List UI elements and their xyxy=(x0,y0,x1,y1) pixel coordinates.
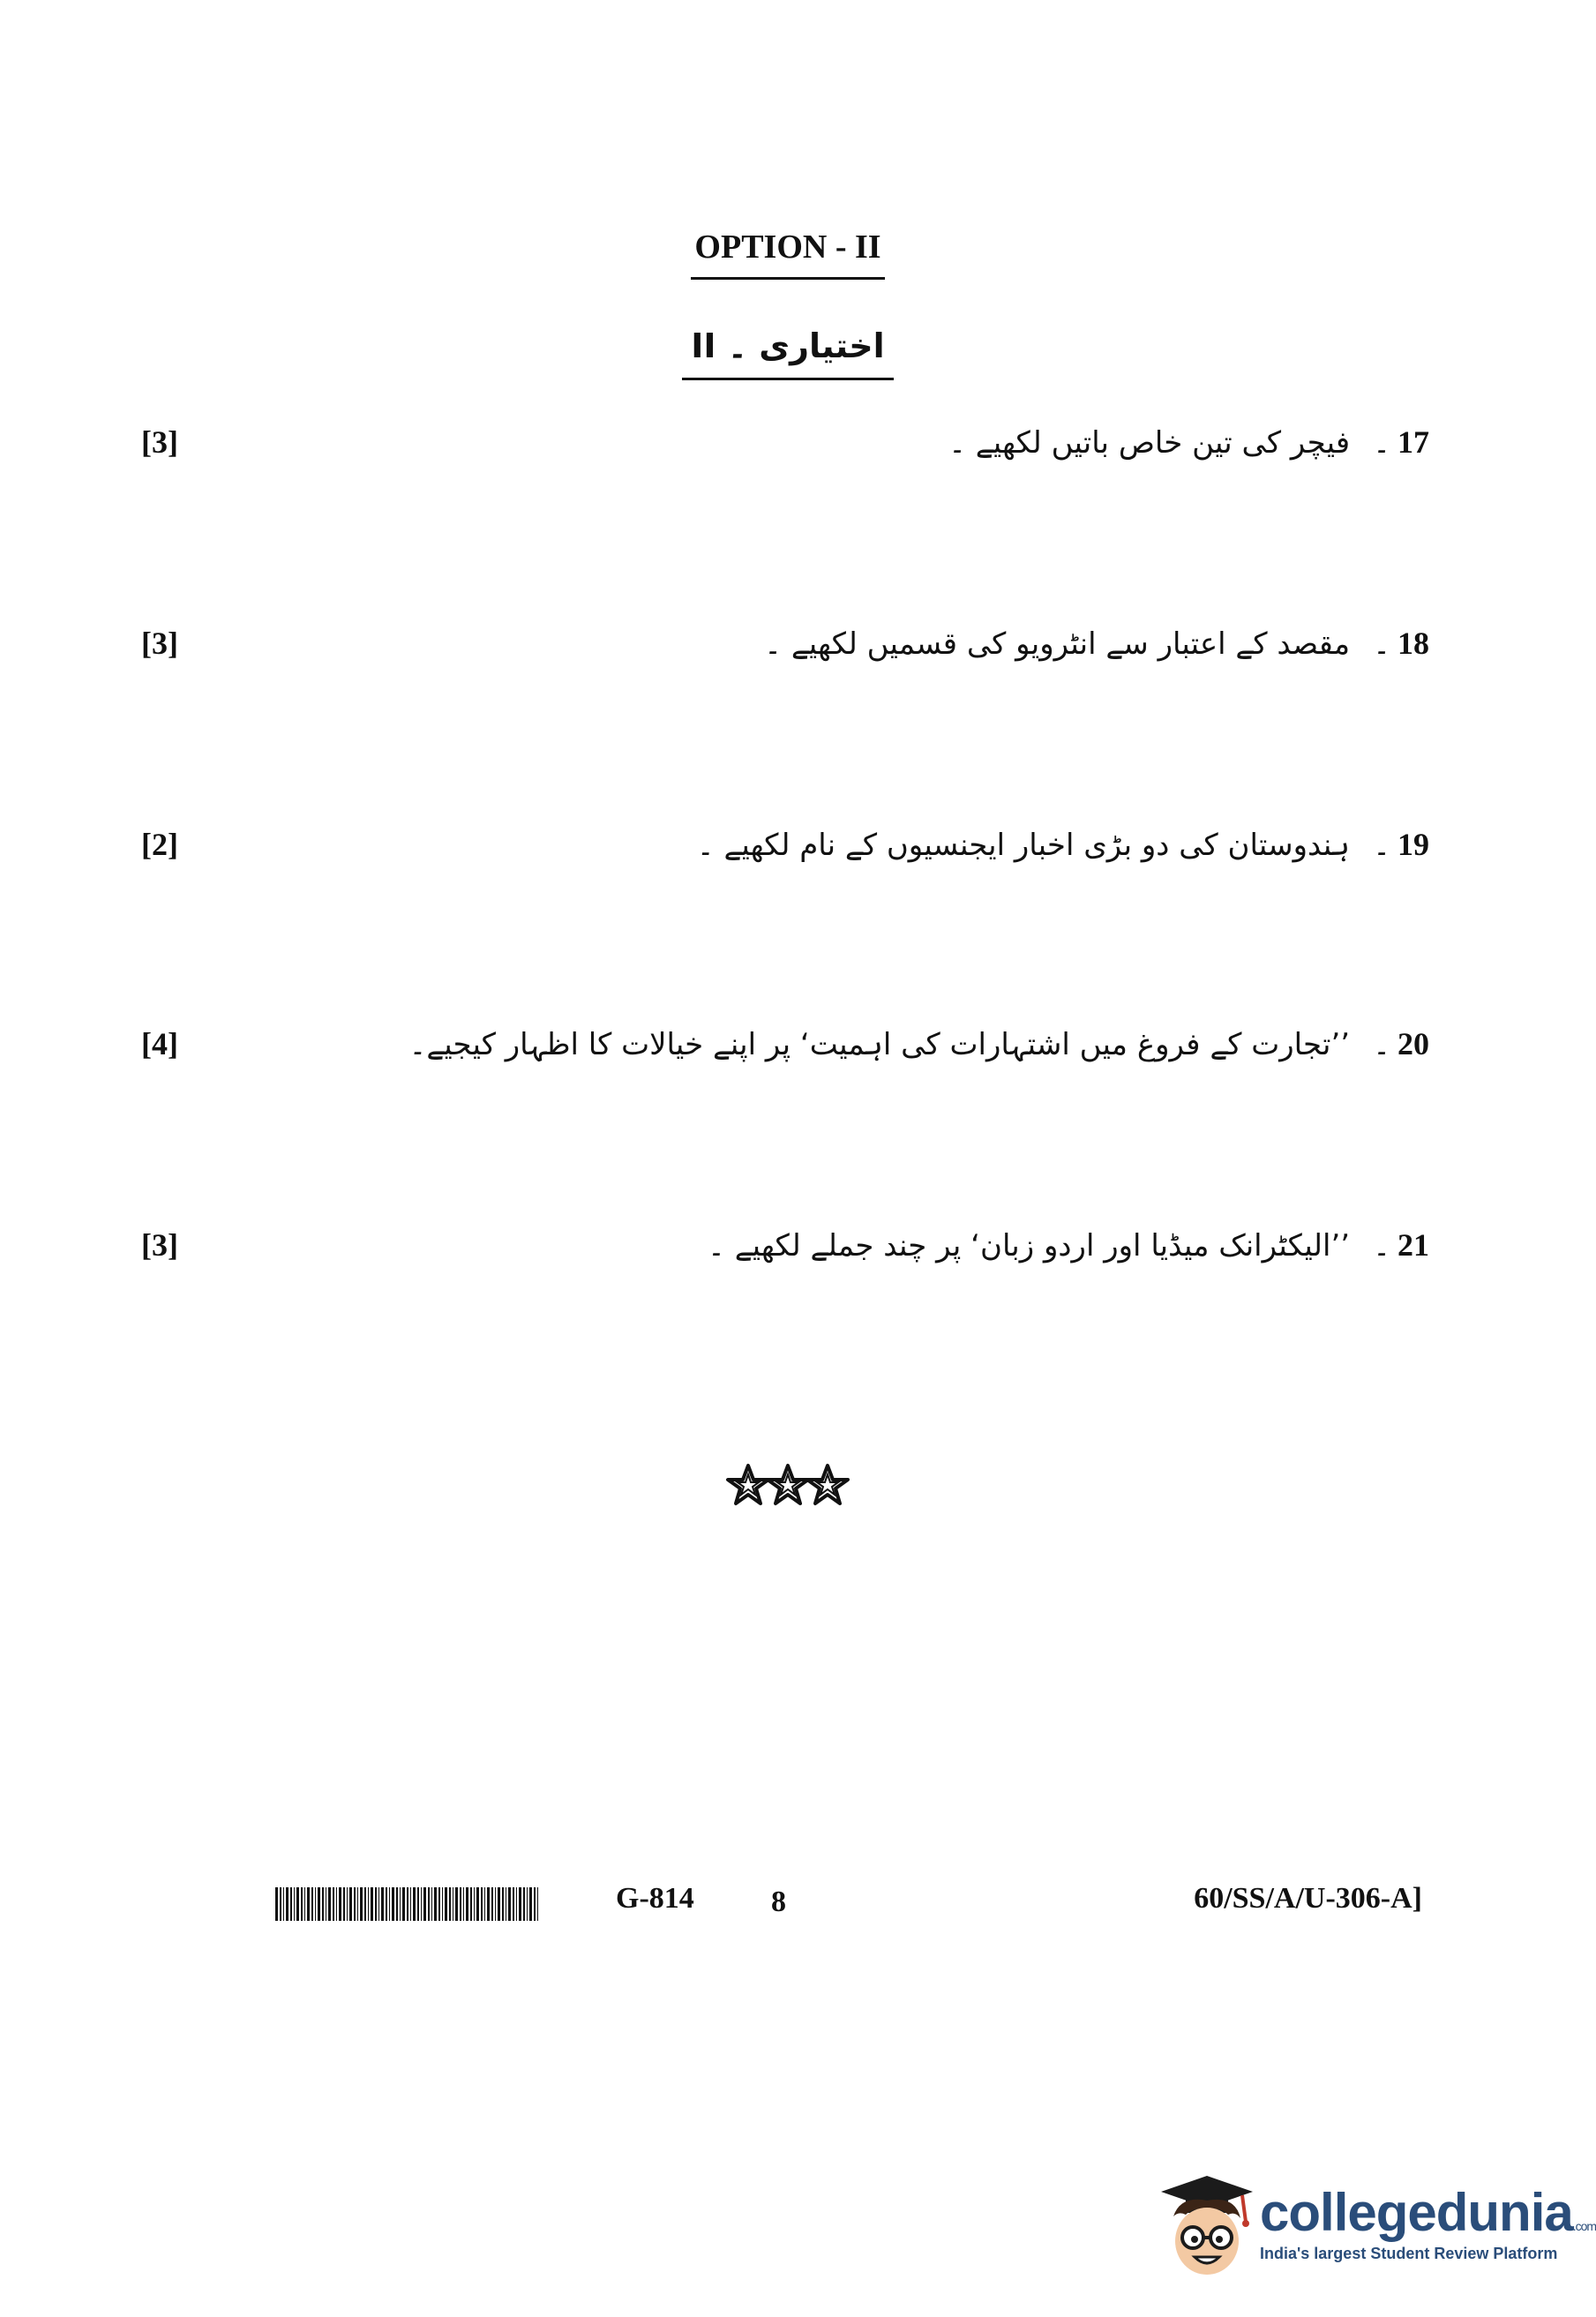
question-number: 19 xyxy=(1397,827,1429,862)
barcode-bar xyxy=(508,1887,511,1921)
barcode-bar xyxy=(410,1887,411,1921)
end-stars xyxy=(0,1460,1576,1517)
barcode-bar xyxy=(407,1887,408,1921)
question-number: 21 xyxy=(1397,1227,1429,1263)
barcode-bar xyxy=(339,1887,341,1921)
question-number: 20 xyxy=(1397,1026,1429,1061)
barcode-bar xyxy=(364,1887,366,1921)
barcode-bar xyxy=(460,1887,461,1921)
barcode-bar xyxy=(491,1887,493,1921)
question-text: فیچر کی تین خاص باتیں لکھیے ۔ xyxy=(948,425,1351,461)
barcode-bar xyxy=(527,1887,528,1921)
star-icon-group xyxy=(726,1460,850,1513)
question-19 xyxy=(141,826,1429,879)
barcode-bar xyxy=(484,1887,485,1921)
star-icon xyxy=(728,1466,768,1503)
question-text: ’’تجارت کے فروغ میں اشتہارات کی اہمیت‘ پر اپنے خیالات کا اظہار کیجیے۔ xyxy=(408,1027,1351,1062)
barcode-bar xyxy=(336,1887,337,1921)
question-21 xyxy=(141,1226,1429,1279)
star-icon xyxy=(768,1466,808,1503)
mascot-icon xyxy=(1154,2160,1260,2292)
barcode-bar xyxy=(333,1887,334,1921)
barcode-bar xyxy=(275,1887,278,1921)
question-text: مقصد کے اعتبار سے انٹرویو کی قسمیں لکھیے ۔ xyxy=(764,626,1351,662)
barcode-bar xyxy=(389,1887,390,1921)
barcode-bar xyxy=(476,1887,479,1921)
barcode-bar xyxy=(371,1887,373,1921)
question-17 xyxy=(141,424,1429,476)
barcode-bar xyxy=(495,1887,496,1921)
barcode-bar xyxy=(318,1887,320,1921)
barcode-bar xyxy=(378,1887,379,1921)
barcode-bar xyxy=(402,1887,405,1921)
paper-code: G-814 xyxy=(616,1882,694,1915)
barcode-bar xyxy=(392,1887,394,1921)
barcode-bar xyxy=(449,1887,451,1921)
barcode-icon xyxy=(275,1887,542,1921)
barcode-bar xyxy=(481,1887,483,1921)
watermark-text xyxy=(1260,2183,1596,2263)
barcode-bar xyxy=(347,1887,348,1921)
barcode-bar xyxy=(502,1887,504,1921)
question-number: 18 xyxy=(1397,626,1429,661)
barcode-bar xyxy=(519,1887,521,1921)
barcode-bar xyxy=(357,1887,358,1921)
barcode-bar xyxy=(417,1887,419,1921)
watermark-tagline: India's largest Student Review Platform xyxy=(1260,2245,1558,2262)
watermark-brand: collegedunia.com xyxy=(1260,2183,1596,2242)
question-dash: ۔ xyxy=(1373,425,1390,461)
barcode-bar xyxy=(396,1887,398,1921)
question-text: ’’الیکٹرانک میڈیا اور اردو زبان‘ پر چند جملے لکھیے ۔ xyxy=(708,1228,1351,1263)
barcode-bar xyxy=(354,1887,356,1921)
question-line xyxy=(697,826,1429,863)
barcode-bar xyxy=(307,1887,310,1921)
barcode-bar xyxy=(438,1887,440,1921)
barcode-bar xyxy=(534,1887,536,1921)
question-dash: ۔ xyxy=(1373,1228,1390,1263)
question-marks: [3] xyxy=(141,424,178,460)
barcode-bar xyxy=(513,1887,514,1921)
barcode-bar xyxy=(434,1887,437,1921)
barcode-bar xyxy=(463,1887,464,1921)
question-line xyxy=(764,625,1429,662)
question-dash: ۔ xyxy=(1373,1027,1390,1062)
watermark-domain-suffix: .com xyxy=(1572,2219,1596,2233)
barcode-bar xyxy=(474,1887,475,1921)
barcode-bar xyxy=(413,1887,416,1921)
barcode-bar xyxy=(431,1887,432,1921)
barcode-bar xyxy=(386,1887,387,1921)
barcode-bar xyxy=(280,1887,281,1921)
option-heading-urdu: اختیاری ۔ II xyxy=(0,326,1576,380)
question-marks: [4] xyxy=(141,1026,178,1061)
barcode-bar xyxy=(428,1887,430,1921)
barcode-bar xyxy=(290,1887,292,1921)
question-marks: [3] xyxy=(141,1227,178,1263)
star-icon xyxy=(807,1466,848,1503)
barcode-bar xyxy=(445,1887,447,1921)
question-20 xyxy=(141,1025,1429,1078)
barcode-bar xyxy=(322,1887,324,1921)
question-number: 17 xyxy=(1397,424,1429,460)
barcode-bar xyxy=(470,1887,472,1921)
barcode-bar xyxy=(523,1887,525,1921)
barcode-bar xyxy=(311,1887,313,1921)
barcode-bar xyxy=(360,1887,363,1921)
barcode-bar xyxy=(368,1887,369,1921)
barcode-bar xyxy=(466,1887,468,1921)
question-dash: ۔ xyxy=(1373,828,1390,863)
barcode-bar xyxy=(328,1887,331,1921)
barcode-bar xyxy=(400,1887,401,1921)
question-text: ہندوستان کی دو بڑی اخبار ایجنسیوں کے نام لکھیے ۔ xyxy=(696,828,1351,863)
barcode-bar xyxy=(343,1887,345,1921)
collegedunia-watermark xyxy=(1154,2160,1596,2301)
barcode-bar xyxy=(498,1887,500,1921)
barcode-bar xyxy=(294,1887,295,1921)
barcode-bar xyxy=(421,1887,422,1921)
barcode-bar xyxy=(286,1887,288,1921)
question-marks: [2] xyxy=(141,827,178,862)
barcode-bar xyxy=(283,1887,284,1921)
question-18 xyxy=(141,625,1429,678)
barcode-bar xyxy=(349,1887,352,1921)
barcode-bar xyxy=(381,1887,384,1921)
barcode-bar xyxy=(442,1887,443,1921)
barcode-bar xyxy=(301,1887,303,1921)
barcode-bar xyxy=(455,1887,458,1921)
page-number: 8 xyxy=(771,1886,786,1918)
barcode-bar xyxy=(315,1887,316,1921)
question-marks: [3] xyxy=(141,626,178,661)
barcode-bar xyxy=(304,1887,305,1921)
barcode-bar xyxy=(375,1887,377,1921)
page-footer xyxy=(0,1875,1576,1928)
barcode-bar xyxy=(487,1887,490,1921)
question-line xyxy=(408,1025,1429,1062)
barcode-bar xyxy=(537,1887,538,1921)
barcode-bar xyxy=(423,1887,426,1921)
question-line xyxy=(708,1226,1429,1263)
option-heading-english: OPTION - II xyxy=(0,228,1576,280)
barcode-bar xyxy=(529,1887,532,1921)
barcode-bar xyxy=(516,1887,517,1921)
barcode-bar xyxy=(296,1887,299,1921)
question-dash: ۔ xyxy=(1373,626,1390,662)
question-line xyxy=(948,424,1429,461)
paper-reference: 60/SS/A/U-306-A] xyxy=(1194,1882,1422,1915)
